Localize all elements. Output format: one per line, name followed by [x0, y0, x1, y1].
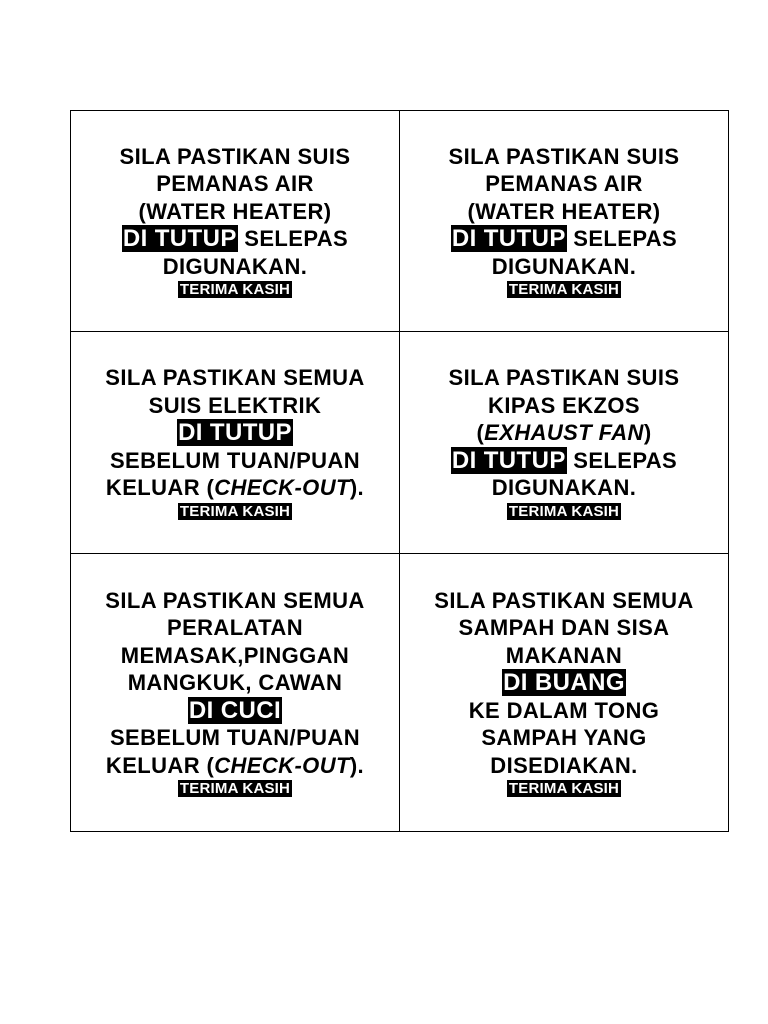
notice-line: DIGUNAKAN. — [491, 475, 637, 501]
thank-you-label: TERIMA KASIH — [179, 780, 291, 798]
notice-card-rubbish — [400, 554, 728, 831]
notice-line: SEBELUM TUAN/PUAN — [109, 447, 361, 473]
line-prefix: ( — [476, 420, 485, 446]
notice-line: (WATER HEATER) — [467, 198, 661, 224]
thank-you-label: TERIMA KASIH — [508, 502, 620, 520]
line-suffix: ). — [349, 475, 365, 501]
notice-card-water-heater-right — [400, 111, 728, 332]
line-italic: CHECK-OUT — [214, 475, 350, 501]
highlight-label: DI CUCI — [188, 696, 282, 724]
notice-line: SEBELUM TUAN/PUAN — [109, 725, 361, 751]
notice-line — [122, 225, 348, 253]
highlight-label: DI TUTUP — [451, 446, 566, 474]
notice-line: SUIS ELEKTRIK — [148, 392, 322, 418]
notice-line: KE DALAM TONG — [468, 697, 660, 723]
thank-you-label: TERIMA KASIH — [179, 281, 291, 299]
notice-card-water-heater-left — [71, 111, 400, 332]
thank-you-label: TERIMA KASIH — [179, 502, 291, 520]
notice-line: (WATER HEATER) — [138, 198, 332, 224]
notice-line: SILA PASTIKAN SEMUA — [434, 587, 694, 613]
notice-line: PEMANAS AIR — [485, 171, 643, 197]
notice-card-electrical-switches — [71, 332, 400, 554]
notice-card-exhaust-fan — [400, 332, 728, 554]
notice-line — [451, 225, 677, 253]
highlight-suffix: SELEPAS — [566, 226, 678, 252]
notice-grid — [70, 110, 729, 832]
thank-you-label: TERIMA KASIH — [508, 281, 620, 299]
highlight-label: DI TUTUP — [451, 225, 566, 253]
notice-line: SILA PASTIKAN SUIS — [119, 143, 351, 169]
line-prefix: KELUAR ( — [105, 475, 215, 501]
notice-line: MAKANAN — [505, 642, 623, 668]
notice-line: SAMPAH YANG — [481, 725, 647, 751]
notice-line: PERALATAN — [167, 615, 303, 641]
notice-line: DIGUNAKAN. — [491, 253, 637, 279]
notice-line: MEMASAK,PINGGAN — [120, 642, 350, 668]
notice-line — [177, 419, 293, 447]
notice-line: SILA PASTIKAN SEMUA — [105, 587, 365, 613]
notice-line: SAMPAH DAN SISA — [458, 615, 670, 641]
notice-line — [106, 752, 364, 780]
notice-line: SILA PASTIKAN SEMUA — [105, 365, 365, 391]
notice-line — [476, 419, 651, 447]
line-suffix: ) — [643, 420, 652, 446]
notice-line: PEMANAS AIR — [156, 171, 314, 197]
notice-line — [188, 697, 282, 725]
notice-line: DIGUNAKAN. — [162, 253, 308, 279]
notice-line: MANGKUK, CAWAN — [127, 670, 343, 696]
line-italic: EXHAUST FAN — [484, 420, 644, 446]
notice-line — [451, 447, 677, 475]
notice-line: DISEDIAKAN. — [490, 752, 638, 778]
line-italic: CHECK-OUT — [214, 752, 350, 778]
notice-line — [106, 474, 364, 502]
notice-line: KIPAS EKZOS — [488, 392, 640, 418]
highlight-label: DI TUTUP — [178, 419, 292, 447]
notice-line — [502, 669, 626, 697]
highlight-suffix: SELEPAS — [237, 226, 349, 252]
highlight-label: DI TUTUP — [122, 225, 237, 253]
line-suffix: ). — [349, 752, 365, 778]
notice-line: SILA PASTIKAN SUIS — [448, 365, 680, 391]
highlight-suffix: SELEPAS — [566, 447, 678, 473]
line-prefix: KELUAR ( — [105, 752, 215, 778]
notice-card-cookware — [71, 554, 400, 831]
highlight-label: DI BUANG — [503, 669, 625, 697]
notice-line: SILA PASTIKAN SUIS — [448, 143, 680, 169]
thank-you-label: TERIMA KASIH — [508, 780, 620, 798]
